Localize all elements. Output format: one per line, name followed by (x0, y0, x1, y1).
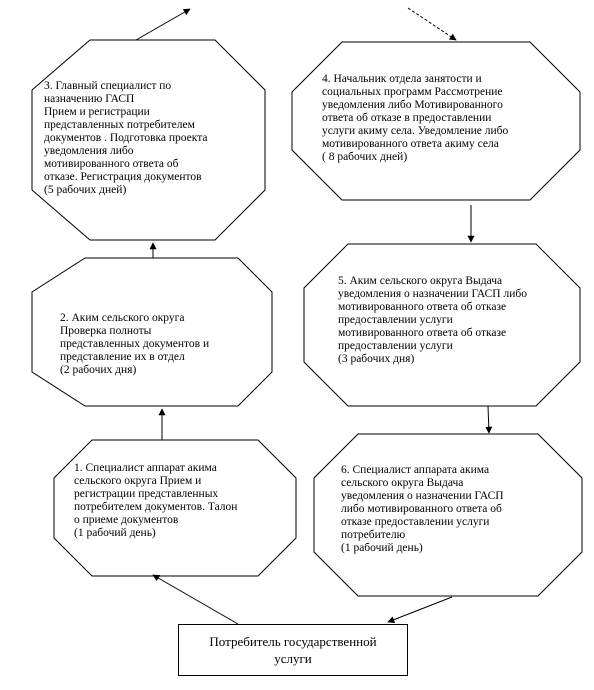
step-3-label: 3. Главный специалист по назначению ГАСП Прием и регистрации представленных потребителем документов . Подготовка проекта уведомления либо мотивированного ответа об отказе. Регистрация документов (5 рабочих дней) (44, 80, 208, 196)
step-5-label: 5. Аким сельского округа Выдача уведомления о назначении ГАСП либо мотивированного ответа об отказе предоставлении услуги мотивированного ответа об отказе предоставлении услуги (3 рабочих дня) (338, 275, 527, 365)
arrow-step3-up (136, 9, 190, 40)
step-2-label: 2. Аким сельского округа Проверка полноты представленных документов и представление их в отдел (2 рабочих дня) (60, 312, 210, 376)
consumer-box (178, 624, 408, 676)
step-6-label: 6. Специалист аппарата акима сельского округа Выдача уведомления о назначении ГАСП либо мотивированного ответа об отказе предоставлении услуги потребителю (1 рабочий день) (341, 464, 504, 554)
step-4-label: 4. Начальник отдела занятости и социальных программ Рассмотрение уведомления либо Мотивированного ответа об отказе в предоставлении услуги акиму села. Уведомление либо мотивированного ответа акиму села ( 8 рабочих дней) (322, 73, 509, 163)
consumer-label: Потребитель государственной услуги (209, 634, 377, 666)
arrow-into-step4 (408, 8, 456, 40)
arrow-consumer-to-step1 (153, 575, 238, 624)
step-1-label: 1. Специалист аппарат акима сельского округа Прием и регистрации представленных потребителем документов. Талон о приеме документов (1 рабочий день) (74, 462, 238, 539)
arrow-step5-to-step6 (488, 406, 489, 433)
arrow-step6-to-consumer (388, 597, 452, 622)
